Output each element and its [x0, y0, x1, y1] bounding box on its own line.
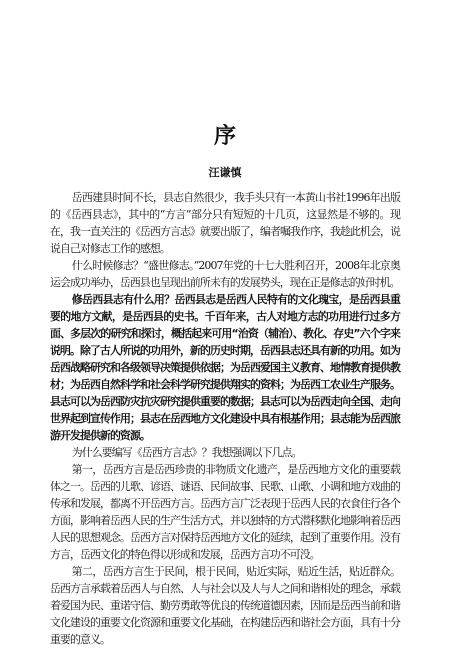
paragraph: 第二，岳西方言生于民间，根于民间，贴近实际，贴近生活，贴近群众。岳西方言承载着岳西人与自然、人与社会以及人与人之间和谐相处的理念，承载着爱国为民、重诺守信、勤劳勇敢等优良的传统道德因素，因而是岳西当前和谐文化建设的重要文化资源和重要文化基础，在构建岳西和谐社会方面，具有十分重要的意义。: [50, 565, 400, 646]
preface-body: [50, 189, 400, 648]
preface-title: 序: [213, 124, 236, 149]
paragraph: 岳西建县时间不长，县志自然很少，我手头只有一本黄山书社1996年出版的《岳西县志》，其中的“方言”部分只有短短的十几页，这显然是不够的。现在，我一直关注的《岳西方言志》就要出版了，编者嘱我作序，我趁此机会，说说自己对修志工作的感想。: [50, 191, 400, 255]
paragraph: 为什么要编写《岳西方言志》？我想强调以下几点。: [71, 446, 302, 459]
paragraph: 修岳西县志有什么用？岳西县志是岳西人民特有的文化瑰宝，是岳西县重要的地方文献，是岳西县的史书。千百年来，古人对地方志的功用进行过多方面、多层次的研究和探讨，概括起来可用“治资（辅治）、教化、存史”六个字来说明。除了古人所说的功用外，新的历史时期，岳西县志还具有新的功用。如为岳西战略研究和各级领导决策提供依据；为岳西爱国主义教育、地情教育提供教材；为岳西自然科学和社会科学研究提供翔实的资料；为岳西工农业生产服务。县志可以为岳西防灾抗灾研究提供重要的数据；县志可以为岳西走向全国、走向世界起到宣传作用；县志在岳西地方文化建设中具有根基作用；县志能为岳西旅游开发提供新的资源。: [50, 293, 400, 442]
paragraph: 什么时候修志？“盛世修志。”2007年党的十七大胜利召开，2008年北京奥运会成功举办，岳西县也呈现出前所未有的发展势头，现在正是修志的好时机。: [50, 259, 400, 289]
author-name: 汪谦慎: [208, 166, 242, 179]
paragraph: 第一，岳西方言是岳西珍贵的非物质文化遗产，是岳西地方文化的重要载体之一。岳西的儿歌、谚语、谜语、民间故事、民歌、山歌、小调和地方戏曲的传承和发展，都离不开岳西方言。岳西方言广泛表现于岳西人民的衣食住行各个方面，影响着岳西人民的生产生活方式，并以独特的方式潜移默化地影响着岳西人民的思想观念。岳西方言对保持岳西地方文化的延续，起到了重要作用。没有方言，岳西文化的特色得以形成和发展，岳西方言功不可没。: [50, 463, 400, 561]
